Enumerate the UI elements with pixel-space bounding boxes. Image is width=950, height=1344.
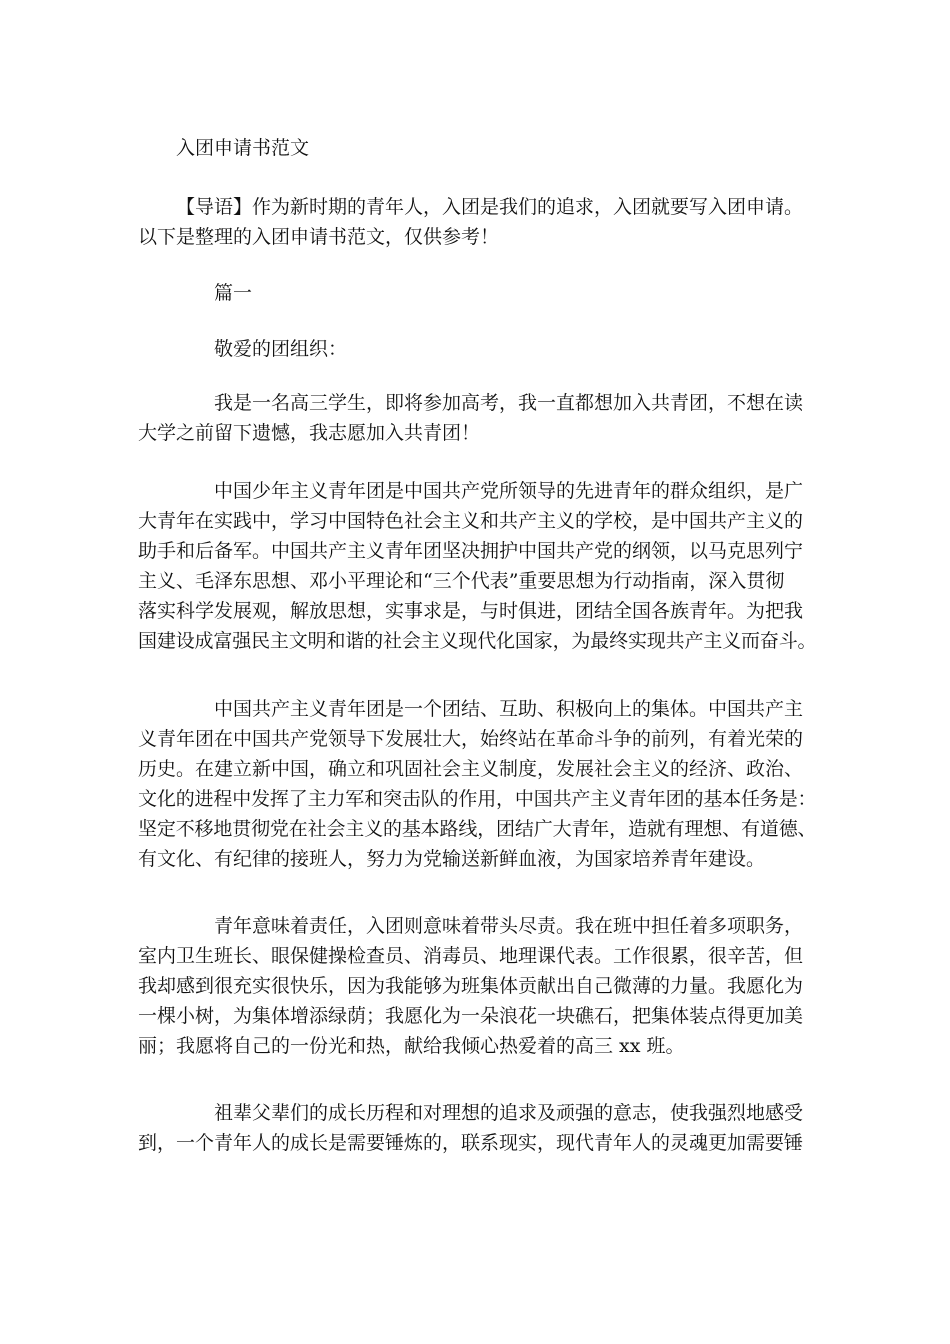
section-label: 篇一 [214,282,253,304]
paragraph-line: 室内卫生班长、眼保健操检查员、消毒员、地理课代表。工作很累，很辛苦，但 [138,945,804,967]
paragraph-line: 丽；我愿将自己的一份光和热，献给我倾心热爱着的高三 xx 班。 [138,1035,685,1057]
paragraph-line: 助手和后备军。中国共产主义青年团坚决拥护中国共产党的纲领，以马克思列宁 [138,540,804,562]
body-paragraph-2 [138,476,820,656]
body-paragraph-5 [138,1098,820,1158]
paragraph-line: 落实科学发展观，解放思想，实事求是，与时俱进，团结全国各族青年。为把我 [138,600,804,622]
body-paragraph-3 [138,694,820,874]
paragraph-line: 坚定不移地贯彻党在社会主义的基本路线，团结广大青年，造就有理想、有道德、 [138,818,817,840]
paragraph-line: 到，一个青年人的成长是需要锤炼的，联系现实，现代青年人的灵魂更加需要锤 [138,1132,804,1154]
paragraph-line: 我是一名高三学生，即将参加高考，我一直都想加入共青团，不想在读 [214,392,804,414]
paragraph-line: 文化的进程中发挥了主力军和突击队的作用，中国共产主义青年团的基本任务是： [138,788,817,810]
intro-paragraph [138,192,820,252]
paragraph-line: 国建设成富强民主文明和谐的社会主义现代化国家，为最终实现共产主义而奋斗。 [138,630,817,652]
paragraph-line: 我却感到很充实很快乐，因为我能够为班集体贡献出自己微薄的力量。我愿化为 [138,975,804,997]
paragraph-line: 义青年团在中国共产党领导下发展壮大，始终站在革命斗争的前列，有着光荣的 [138,728,804,750]
paragraph-line: 大青年在实践中，学习中国特色社会主义和共产主义的学校，是中国共产主义的 [138,510,804,532]
paragraph-line: 中国共产主义青年团是一个团结、互助、积极向上的集体。中国共产主 [214,698,804,720]
intro-line: 【导语】作为新时期的青年人，入团是我们的追求，入团就要写入团申请。 [176,196,804,218]
body-paragraph-1 [138,388,820,448]
paragraph-line: 主义、毛泽东思想、邓小平理论和“三个代表”重要思想为行动指南，深入贯彻 [138,570,785,592]
intro-line: 以下是整理的入团申请书范文，仅供参考！ [138,226,500,248]
paragraph-line: 祖辈父辈们的成长历程和对理想的追求及顽强的意志，使我强烈地感受 [214,1102,804,1124]
paragraph-line: 中国少年主义青年团是中国共产党所领导的先进青年的群众组织，是广 [214,480,804,502]
paragraph-line: 大学之前留下遗憾，我志愿加入共青团！ [138,422,481,444]
paragraph-line: 青年意味着责任，入团则意味着带头尽责。我在班中担任着多项职务， [214,915,804,937]
paragraph-line: 有文化、有纪律的接班人，努力为党输送新鲜血液，为国家培养青年建设。 [138,848,766,870]
salutation: 敬爱的团组织： [214,338,348,360]
document-title: 入团申请书范文 [176,137,310,159]
paragraph-line: 一棵小树，为集体增添绿荫；我愿化为一朵浪花一块礁石，把集体装点得更加美 [138,1005,804,1027]
paragraph-line: 历史。在建立新中国，确立和巩固社会主义制度，发展社会主义的经济、政治、 [138,758,804,780]
body-paragraph-4 [138,911,820,1061]
